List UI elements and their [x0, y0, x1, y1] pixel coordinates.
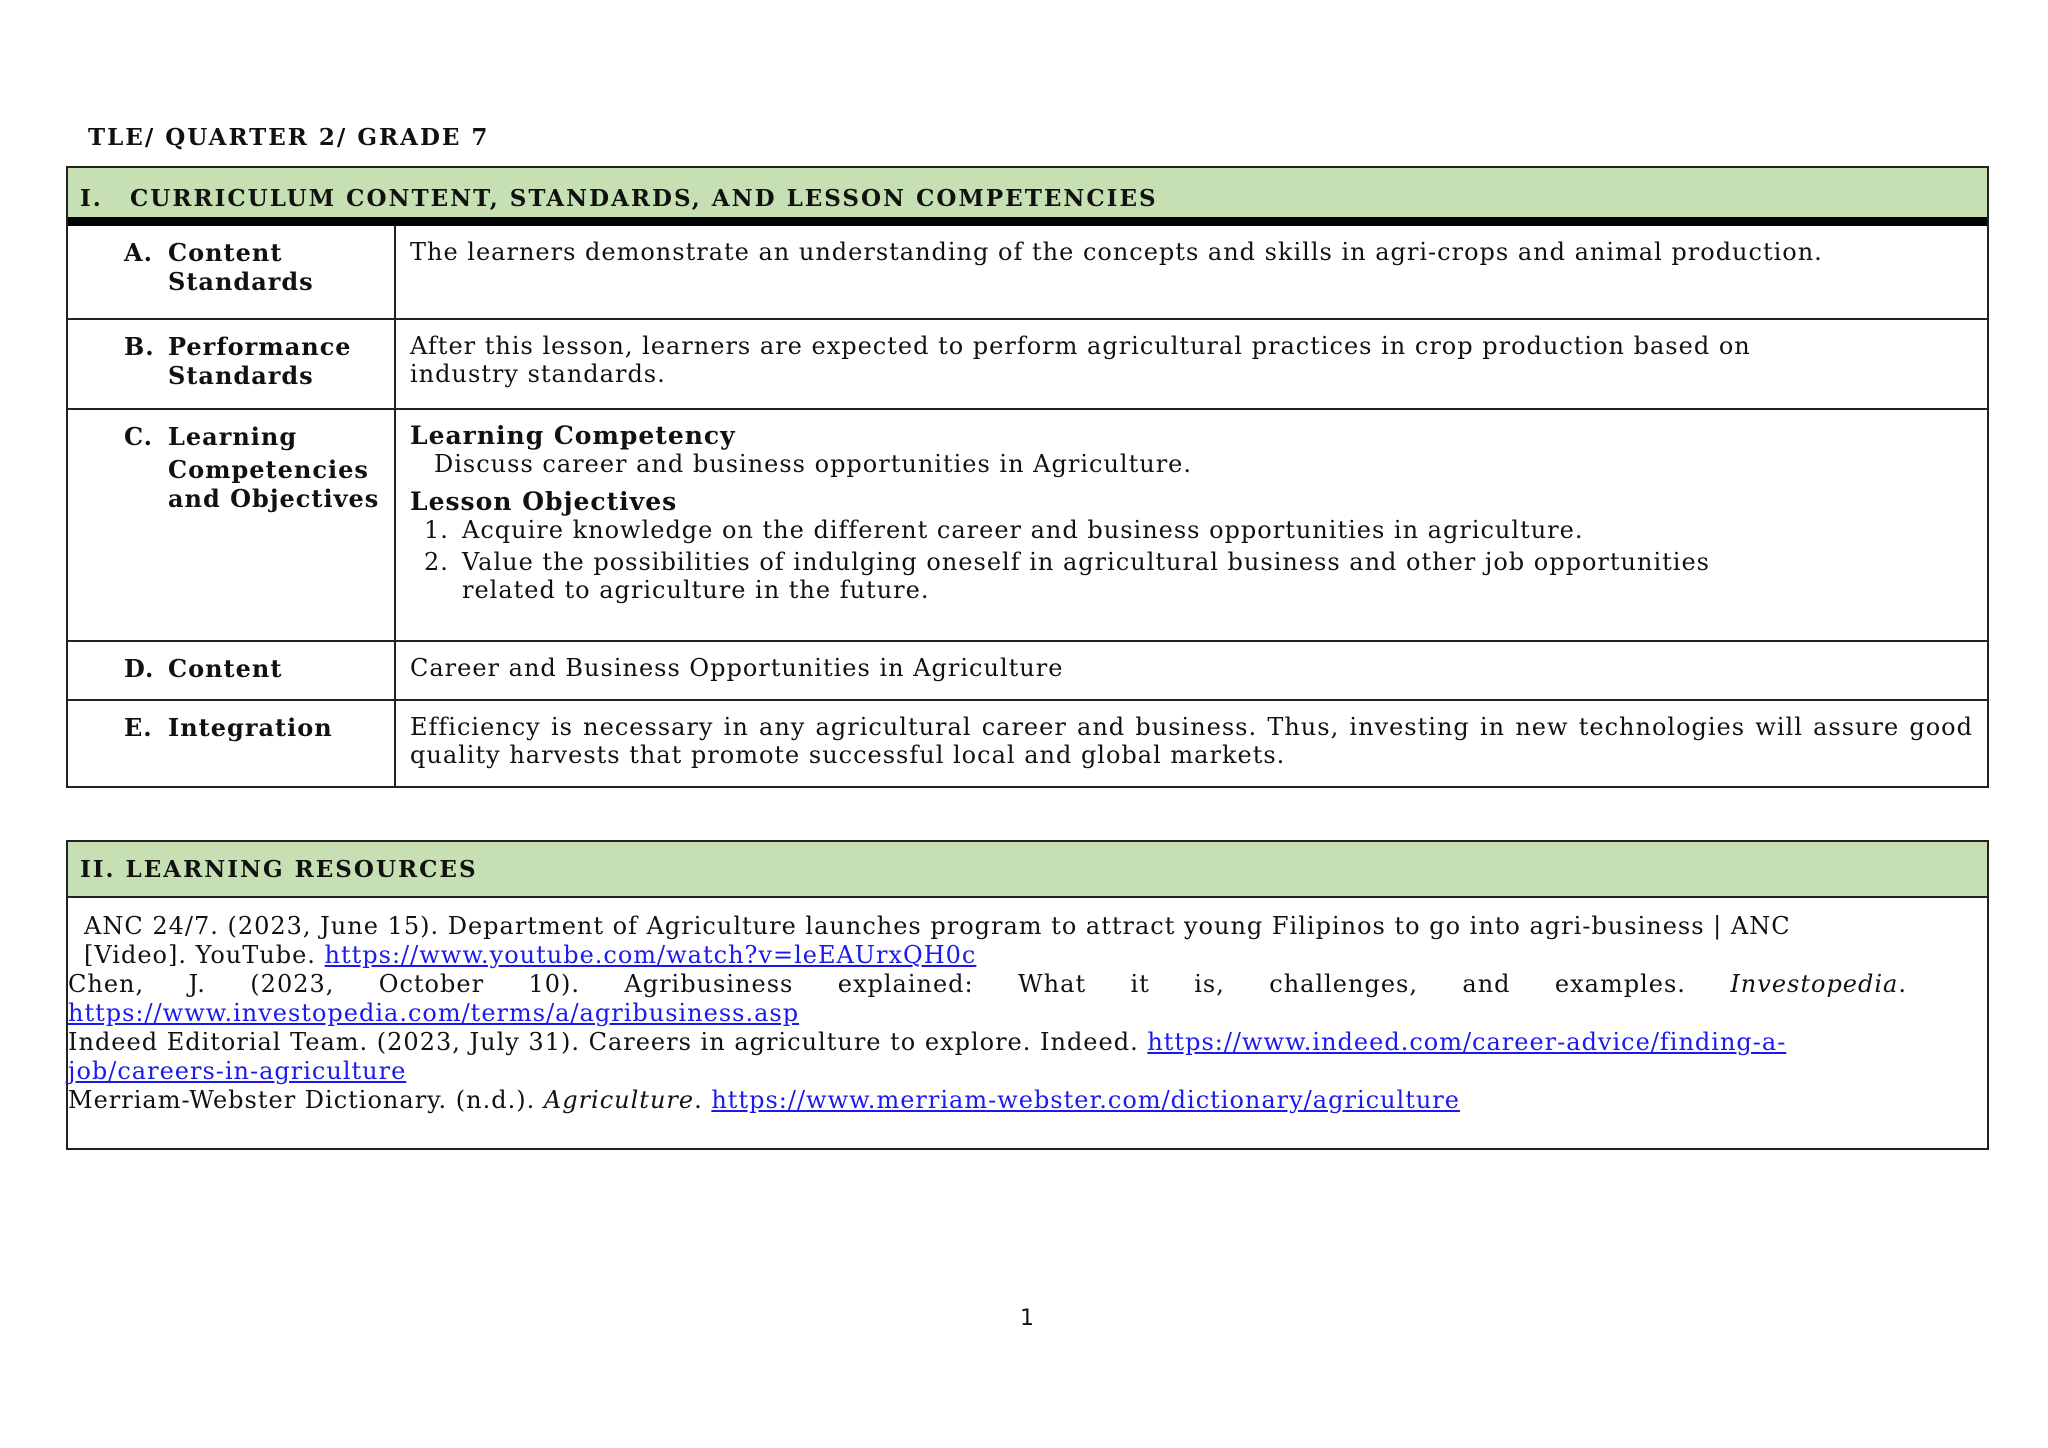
curriculum-table — [66, 166, 1989, 788]
reference-item — [68, 1028, 1987, 1086]
row-label — [68, 701, 396, 788]
reference-item — [68, 1086, 1987, 1115]
reference-punct: . — [1898, 970, 1907, 998]
section-header-curriculum — [68, 168, 1987, 226]
table-row-content — [68, 640, 1987, 699]
row-letter: C. — [124, 422, 154, 451]
table-row-performance-standards — [68, 318, 1987, 408]
row-label-text: Integration — [168, 713, 333, 742]
row-label-text: Content — [168, 654, 283, 683]
reference-item — [68, 970, 1987, 1028]
section-header-resources — [68, 842, 1987, 898]
reference-punct: . — [694, 1086, 712, 1114]
learning-resources-table — [66, 840, 1989, 1150]
row-label-text: and Objectives — [168, 484, 380, 513]
reference-link[interactable]: https://www.youtube.com/watch?v=leEAUrxQH0c — [324, 941, 977, 969]
row-label-text: Learning — [168, 422, 298, 451]
row-label-text: Standards — [168, 267, 314, 296]
competency-heading: Learning Competency — [410, 421, 736, 450]
row-label — [68, 226, 396, 318]
row-content: The learners demonstrate an understanding of the concepts and skills in agri-crops and animal production. — [410, 238, 1823, 266]
row-label — [68, 320, 396, 408]
page-number: 1 — [1020, 1306, 1034, 1331]
list-item — [410, 548, 1973, 604]
reference-text: Indeed Editorial Team. (2023, July 31). Careers in agriculture to explore. Indeed. — [68, 1028, 1148, 1056]
reference-source: Agriculture — [543, 1086, 695, 1114]
row-letter: B. — [124, 332, 155, 361]
competency-text: Discuss career and business opportunities in Agriculture. — [434, 450, 1193, 478]
document-title: TLE/ QUARTER 2/ GRADE 7 — [88, 124, 490, 151]
reference-text: Chen, J. (2023, October 10). Agribusiness explained: What it is, challenges, and examples. — [68, 970, 1731, 998]
row-letter: D. — [124, 654, 155, 683]
reference-source: Investopedia — [1730, 970, 1899, 998]
row-label — [68, 642, 396, 699]
section-heading: CURRICULUM CONTENT, STANDARDS, AND LESSON COMPETENCIES — [130, 185, 1158, 212]
reference-link[interactable]: https://www.merriam-webster.com/dictionary/agriculture — [711, 1086, 1460, 1114]
section-heading: II. LEARNING RESOURCES — [80, 855, 478, 883]
list-item-text: Value the possibilities of indulging oneself in agricultural business and other job opportunities related to agriculture in the future. — [462, 548, 1710, 604]
row-content: After this lesson, learners are expected to perform agricultural practices in crop production based on industry standards. — [410, 332, 1751, 388]
row-content — [396, 410, 1987, 640]
references-list — [68, 898, 1987, 1115]
section-number: I. — [80, 185, 103, 212]
row-content: Career and Business Opportunities in Agriculture — [410, 654, 1064, 682]
row-letter: E. — [124, 713, 153, 742]
reference-item — [68, 912, 1987, 970]
table-row-learning-competencies — [68, 408, 1987, 640]
reference-text: ANC 24/7. (2023, June 15). Department of Agriculture launches program to attract young Filipinos to go into agri-business | ANC [Video]. YouTube. — [84, 912, 1791, 969]
row-letter: A. — [124, 238, 153, 267]
objectives-heading: Lesson Objectives — [410, 487, 678, 516]
row-label-text: Standards — [168, 361, 314, 390]
row-label-text: Performance — [168, 332, 352, 361]
list-item-text: Acquire knowledge on the different career and business opportunities in agriculture. — [462, 516, 1584, 544]
row-label-text: Content — [168, 238, 283, 267]
list-item-number: 2. — [424, 548, 449, 576]
reference-link[interactable]: https://www.indeed.com/career-advice/finding-a-job/careers-in-agriculture — [68, 1028, 1787, 1085]
list-item-number: 1. — [424, 516, 449, 544]
table-row-content-standards — [68, 226, 1987, 318]
table-row-integration — [68, 699, 1987, 788]
row-label-text: Competencies — [168, 455, 369, 484]
list-item — [410, 516, 1973, 544]
row-label — [68, 410, 396, 640]
row-content: Efficiency is necessary in any agricultural career and business. Thus, investing in new technologies will assure good quality harvests that promote successful local and global markets. — [410, 713, 1973, 769]
reference-link[interactable]: https://www.investopedia.com/terms/a/agribusiness.asp — [68, 999, 800, 1027]
reference-text: Merriam-Webster Dictionary. (n.d.). — [68, 1086, 544, 1114]
